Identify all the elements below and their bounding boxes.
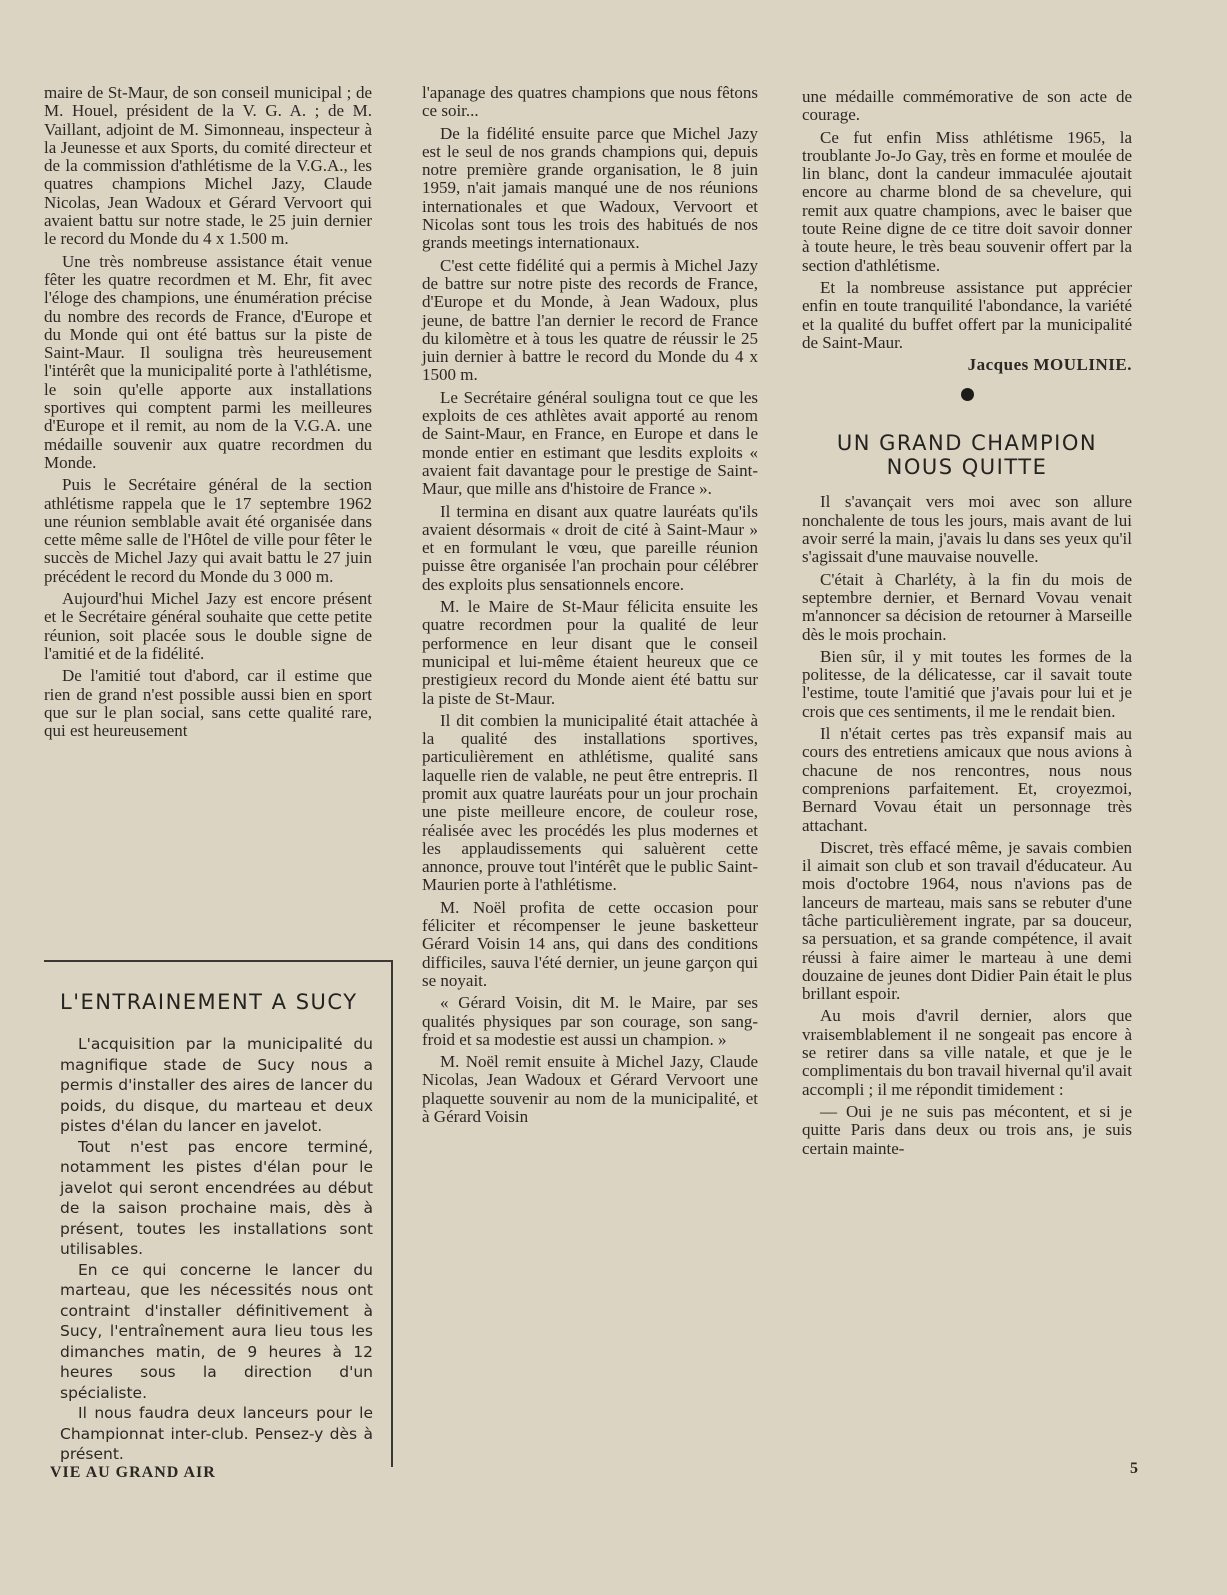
paragraph: Et la nombreuse assistance put apprécier enfin en toute tranquilité l'abondance, la variété et la qualité du buffet offert par la municipalité de Saint-Maur. (802, 277, 1132, 352)
paragraph: Il n'était certes pas très expansif mais au cours des entretiens amicaux que nous avions à chacune de nos rencontres, nous nous comprenions parfaitement. Et, croyezmoi, Bernard Vovau était un personnage très attachant. (802, 724, 1132, 835)
paragraph: Il termina en disant aux quatre lauréats qu'ils avaient désormais « droit de cité à Saint-Maur » et en formulant le vœu, que pareille réunion puisse être organisée l'an prochain pour célébrer des exploits plus sensationnels encore. (422, 501, 758, 594)
page-number: 5 (1130, 1460, 1138, 1477)
author-signature: Jacques MOULINIE. (967, 355, 1132, 375)
article-headline (802, 431, 1132, 479)
paragraph: En ce qui concerne le lancer du marteau, que les nécessités nous ont contraint d'installer définitivement à Sucy, l'entraînement aura lieu tous les dimanches matin, de 9 heures à 12 heures sous la direction d'un spécialiste. (60, 1260, 373, 1402)
paragraph: une médaille commémorative de son acte de courage. (802, 87, 1132, 125)
paragraph: De l'amitié tout d'abord, car il estime que rien de grand n'est possible aussi bien en sport que sur le plan social, sans cette qualité rare, qui est heureusement (44, 666, 372, 741)
paragraph: l'apanage des quatres champions que nous fêtons ce soir... (422, 83, 758, 121)
paragraph: « Gérard Voisin, dit M. le Maire, par ses qualités physiques par son courage, son sang-froid et sa modestie est aussi un champion. » (422, 993, 758, 1049)
paragraph: Il dit combien la municipalité était attachée à la qualité des installations sportives, particulièrement en athlétisme, qualité sans laquelle rien de valable, ne peut être entrepris. Il promit aux quatre lauréats pour un jour prochain une piste meilleure encore, de couleur rose, réalisée avec les procédés les plus modernes et les applaudissements qui saluèrent cette annonce, prouve tout l'intérêt que le public Saint-Maurien porte à l'athlétisme. (422, 710, 758, 895)
paragraph: Le Secrétaire général souligna tout ce que les exploits de ces athlètes avait apporté au renom de Saint-Maur, en France, en Europe et dans le monde entier en estimant que lesdits exploits « avaient fait davantage pour le prestige de Saint-Maur, que mille ans d'histoire de France ». (422, 387, 758, 499)
paragraph: L'acquisition par la municipalité du magnifique stade de Sucy nous a permis d'installer des aires de lancer du poids, du disque, du marteau et deux pistes d'élan du lancer en javelot. (60, 1035, 373, 1135)
paragraph: Il nous faudra deux lanceurs pour le Championnat inter-club. Pensez-y dès à présent. (60, 1404, 373, 1463)
paragraph: M. Noël remit ensuite à Michel Jazy, Claude Nicolas, Jean Wadoux et Gérard Vervoort une plaquette souvenir au nom de la municipalité, et à Gérard Voisin (422, 1052, 758, 1127)
paragraph: Au mois d'avril dernier, alors que vraisemblablement il ne songeait pas encore à se retirer dans sa ville natale, et que je le complimentais du bon travail hivernal qu'il avait accompli ; il me répondit timidement : (802, 1006, 1132, 1099)
magazine-name: VIE AU GRAND AIR (50, 1464, 216, 1481)
paragraph: Tout n'est pas encore terminé, notamment les pistes d'élan pour le javelot qui seront encendrées au début de la saison prochaine mais, dès à présent, toutes les installations sont utilisables. (60, 1137, 373, 1258)
paragraph: C'est cette fidélité qui a permis à Michel Jazy de battre sur notre piste des records de France, d'Europe et du Monde, à Jean Wadoux, plus jeune, de battre l'an dernier le record de France du kilomètre et à tous les quatre de réussir le 25 juin dernier à battre le record du Monde du 4 x 1500 m. (422, 255, 758, 385)
paragraph: Ce fut enfin Miss athlétisme 1965, la troublante Jo-Jo Gay, très en forme et moulée de lin blanc, dont la candeur immaculée ajoutait encore au charme blond de sa chevelure, qui remit aux quatre champions, avec le baiser que toute Reine digne de ce titre doit savoir donner à toute heure, le très beau souvenir offert par la section d'athlétisme. (802, 127, 1132, 275)
paragraph: M. Noël profita de cette occasion pour féliciter et récompenser le jeune basketteur Gérard Voisin 14 ans, qui dans des conditions difficiles, sauva l'été dernier, un jeune garçon qui se noyait. (422, 897, 758, 990)
headline-line: UN GRAND CHAMPION (836, 431, 1098, 456)
paragraph: M. le Maire de St-Maur félicita ensuite les quatre recordmen pour la qualité de leur performence en leur disant que le conseil municipal et lui-même étaient heureux que ce prestigieux record du Monde aient été battu sur la piste de St-Maur. (422, 597, 758, 708)
paragraph: Bien sûr, il y mit toutes les formes de la politesse, de la délicatesse, car il savait toute l'estime, toute l'amitié que j'avais pour lui et je crois que ces sentiments, il me le rendait bien. (802, 646, 1132, 721)
paragraph: maire de St-Maur, de son conseil municipal ; de M. Houel, président de la V. G. A. ; de M. Vaillant, adjoint de M. Simonneau, inspecteur à la Jeunesse et aux Sports, du comité directeur et de la commission d'athlétisme de la V.G.A., les quatres champions Michel Jazy, Claude Nicolas, Jean Wadoux et Gérard Vervoort qui avaient battu sur notre stade, le 25 juin dernier le record du Monde du 4 x 1.500 m. (44, 83, 372, 249)
paragraph: Aujourd'hui Michel Jazy est encore présent et le Secrétaire général souhaite que cette petite réunion, soit placée sous le double signe de l'amitié et de la fidélité. (44, 589, 372, 663)
column-left (44, 84, 372, 744)
paragraph: Discret, très effacé même, je savais combien il aimait son club et son travail d'éducateur. Au mois d'octobre 1964, nous n'avions pas de lanceurs de marteau, mais sans se rebuter d'une tâche particulièrement ingrate, par sa douceur, sa persuation, et sa grande compétence, il avait réussi à faire aimer le marteau à une demi douzaine de jeunes dont Didier Pain était le plus brillant espoir. (802, 837, 1132, 1004)
paragraph: Il s'avançait vers moi avec son allure nonchalente de tous les jours, mais avant de lui avoir serré la main, j'avais lu dans ses yeux qu'il s'agissait d'une mauvaise nouvelle. (802, 492, 1132, 567)
training-headline: L'ENTRAINEMENT A SUCY (60, 990, 358, 1014)
column-middle (422, 84, 758, 1130)
training-sidebar-box (44, 960, 393, 1467)
paragraph: Une très nombreuse assistance était venue fêter les quatre recordmen et M. Ehr, fit avec l'éloge des champions, une énumération précise du nombre des records de France, d'Europe et du Monde qui ont été battus sur la piste de Saint-Maur. Il souligna très heureusement l'intérêt que la municipalité porte à l'athlétisme, le soin qu'elle apporte aux installations sportives qui comptent parmi les meilleures d'Europe et il remit, au nom de la V.G.A. une médaille souvenir aux quatre recordmen du Monde. (44, 251, 372, 472)
column-right (802, 88, 1132, 1162)
paragraph: — Oui je ne suis pas mécontent, et si je quitte Paris dans deux ou trois ans, je suis certain mainte- (802, 1101, 1132, 1158)
paragraph: De la fidélité ensuite parce que Michel Jazy est le seul de nos grands champions qui, depuis notre première grande organisation, le 8 juin 1959, n'ait jamais manqué une de nos réunions internationales et que Wadoux, Vervoort et Nicolas sont tous les trois des habitués de nos grands meetings internationaux. (422, 123, 758, 253)
headline-line: NOUS QUITTE (886, 455, 1048, 480)
section-bullet-icon (961, 388, 974, 401)
training-body (44, 1034, 391, 1465)
paragraph: Puis le Secrétaire général de la section athlétisme rappela que le 17 septembre 1962 une réunion semblable avait été organisée dans cette même salle de l'Hôtel de ville pour fêter le succès de Michel Jazy qui avait battu le 27 juin précédent le record du Monde du 3 000 m. (44, 475, 372, 586)
paragraph: C'était à Charléty, à la fin du mois de septembre dernier, et Bernard Vovau venait m'annoncer sa décision de retourner à Marseille dès le mois prochain. (802, 569, 1132, 644)
